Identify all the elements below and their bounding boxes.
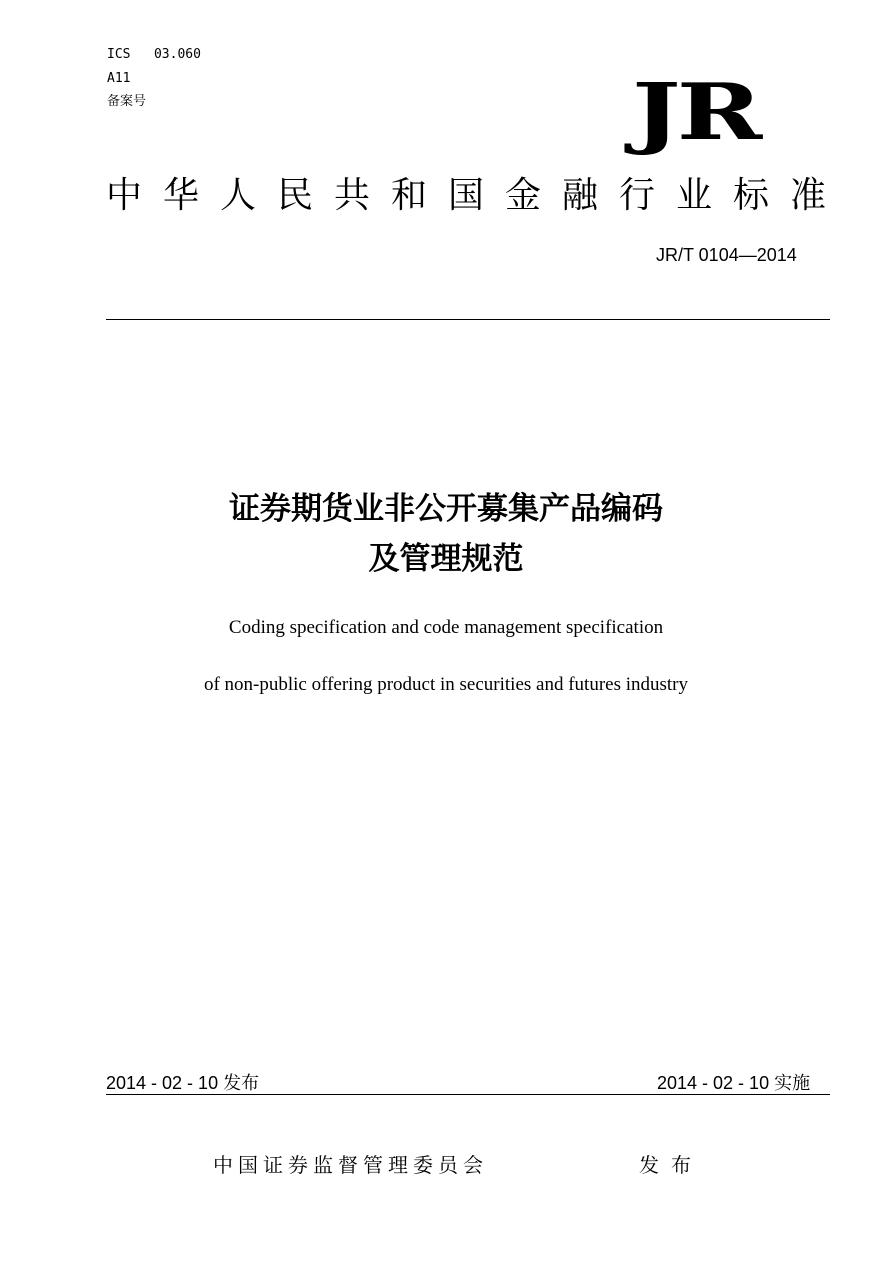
english-title-line-1: Coding specification and code management specification xyxy=(228,617,664,638)
footer-divider xyxy=(106,1094,830,1095)
category-code: A11 xyxy=(107,71,131,86)
standard-number: JR/T 0104—2014 xyxy=(656,245,797,265)
english-title-line-2: of non-public offering product in securities and futures industry xyxy=(203,674,689,695)
national-standard-heading: 中华人民共和国金融行业标准 xyxy=(106,175,848,216)
issue-date: 2014 - 02 - 10 发布 xyxy=(106,1073,260,1093)
jr-logo: JR xyxy=(632,67,759,158)
ics-code: ICS 03.060 xyxy=(107,47,201,62)
header-divider xyxy=(106,319,830,320)
issuing-organization: 中国证券监督管理委员会 xyxy=(213,1153,488,1177)
chinese-title-line-2: 及管理规范 xyxy=(368,541,524,577)
chinese-title-line-1: 证券期货业非公开募集产品编码 xyxy=(229,491,663,527)
issue-action: 发布 xyxy=(639,1153,703,1177)
record-number-label: 备案号 xyxy=(107,94,147,109)
implementation-date: 2014 - 02 - 10 实施 xyxy=(657,1073,811,1093)
